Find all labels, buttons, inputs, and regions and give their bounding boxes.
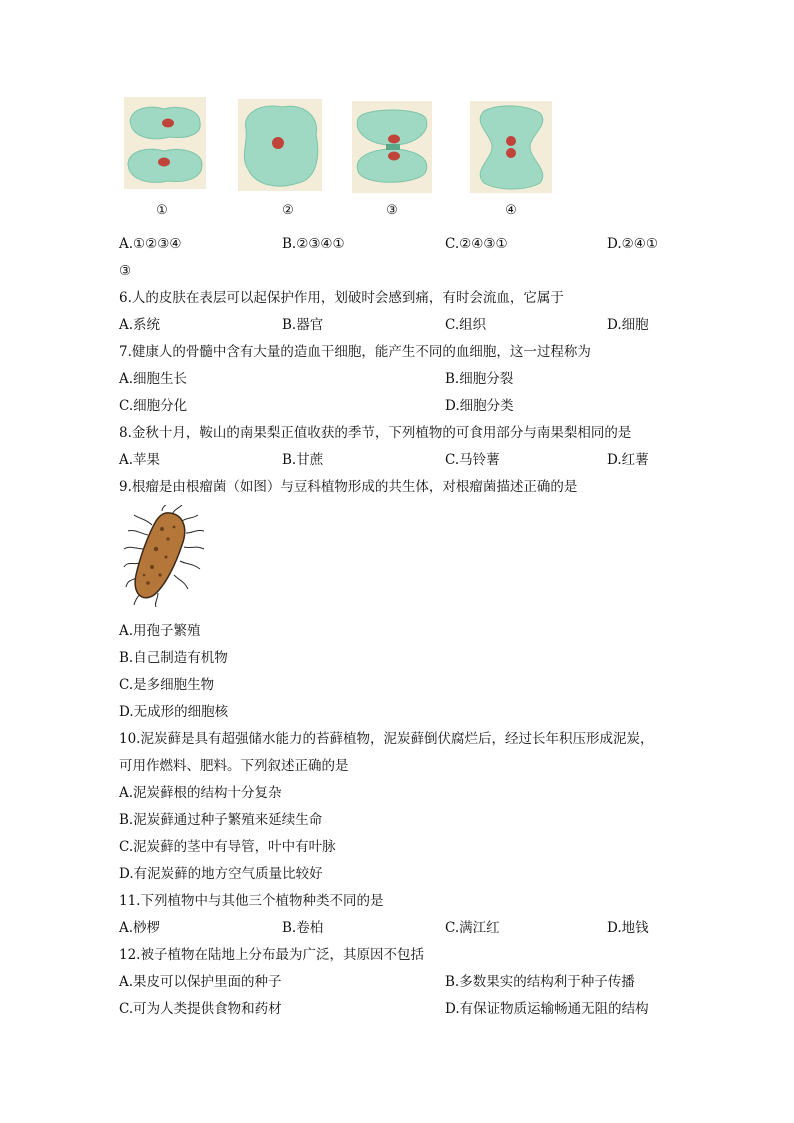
q8-option-b[interactable]: B.甘蔗 xyxy=(282,452,324,468)
q5-option-d-wrap: ③ xyxy=(119,263,132,279)
q5-option-c[interactable]: C.②④③① xyxy=(445,236,508,252)
q5-option-d[interactable]: D.②④① xyxy=(607,236,658,252)
cell-image-3 xyxy=(352,101,432,193)
q11-option-b[interactable]: B.卷柏 xyxy=(282,920,324,936)
rhizobium-bacterium-image xyxy=(122,505,206,607)
q10-stem-line1: 10.泥炭藓是具有超强储水能力的苔藓植物，泥炭藓倒伏腐烂后，经过长年积压形成泥炭， xyxy=(119,731,654,747)
cell-image-4 xyxy=(470,101,552,193)
q12-option-a[interactable]: A.果皮可以保护里面的种子 xyxy=(119,974,282,990)
q12-option-b[interactable]: B.多数果实的结构利于种子传播 xyxy=(445,974,635,990)
q6-option-a[interactable]: A.系统 xyxy=(119,317,161,333)
image-label-4: ④ xyxy=(505,203,517,218)
q10-option-d[interactable]: D.有泥炭藓的地方空气质量比较好 xyxy=(119,866,323,882)
q8-option-c[interactable]: C.马铃薯 xyxy=(445,452,500,468)
image-label-3: ③ xyxy=(386,203,398,218)
q9-option-a[interactable]: A.用孢子繁殖 xyxy=(119,623,201,639)
image-label-2: ② xyxy=(282,203,294,218)
q7-stem: 7.健康人的骨髓中含有大量的造血干细胞，能产生不同的血细胞，这一过程称为 xyxy=(119,344,591,360)
q7-option-c[interactable]: C.细胞分化 xyxy=(119,398,188,414)
q10-option-b[interactable]: B.泥炭藓通过种子繁殖来延续生命 xyxy=(119,812,323,828)
q11-option-a[interactable]: A.桫椤 xyxy=(119,920,161,936)
q8-option-d[interactable]: D.红薯 xyxy=(607,452,649,468)
q6-option-d[interactable]: D.细胞 xyxy=(607,317,649,333)
q7-option-b[interactable]: B.细胞分裂 xyxy=(445,371,514,387)
q6-stem: 6.人的皮肤在表层可以起保护作用，划破时会感到痛，有时会流血，它属于 xyxy=(119,290,564,306)
image-label-1: ① xyxy=(156,203,168,218)
q7-option-a[interactable]: A.细胞生长 xyxy=(119,371,188,387)
cell-image-2 xyxy=(238,99,322,191)
q9-option-b[interactable]: B.自己制造有机物 xyxy=(119,650,228,666)
cell-image-1 xyxy=(124,97,206,189)
q5-option-a[interactable]: A.①②③④ xyxy=(119,236,182,252)
q6-option-b[interactable]: B.器官 xyxy=(282,317,324,333)
q11-option-c[interactable]: C.满江红 xyxy=(445,920,500,936)
q9-stem: 9.根瘤是由根瘤菌（如图）与豆科植物形成的共生体，对根瘤菌描述正确的是 xyxy=(119,479,578,495)
q9-option-d[interactable]: D.无成形的细胞核 xyxy=(119,704,229,720)
q10-option-c[interactable]: C.泥炭藓的茎中有导管，叶中有叶脉 xyxy=(119,839,336,855)
q5-option-b[interactable]: B.②③④① xyxy=(282,236,345,252)
q11-option-d[interactable]: D.地钱 xyxy=(607,920,649,936)
q12-stem: 12.被子植物在陆地上分布最为广泛，其原因不包括 xyxy=(119,947,424,963)
q6-option-c[interactable]: C.组织 xyxy=(445,317,487,333)
q7-option-d[interactable]: D.细胞分类 xyxy=(445,398,514,414)
q8-option-a[interactable]: A.苹果 xyxy=(119,452,161,468)
q12-option-c[interactable]: C.可为人类提供食物和药材 xyxy=(119,1001,282,1017)
q10-option-a[interactable]: A.泥炭藓根的结构十分复杂 xyxy=(119,785,282,801)
q8-stem: 8.金秋十月，鞍山的南果梨正值收获的季节，下列植物的可食用部分与南果梨相同的是 xyxy=(119,425,632,441)
q9-option-c[interactable]: C.是多细胞生物 xyxy=(119,677,215,693)
q12-option-d[interactable]: D.有保证物质运输畅通无阻的结构 xyxy=(445,1001,649,1017)
q11-stem: 11.下列植物中与其他三个植物种类不同的是 xyxy=(119,893,384,909)
q10-stem-line2: 可用作燃料、肥料。下列叙述正确的是 xyxy=(119,758,349,774)
